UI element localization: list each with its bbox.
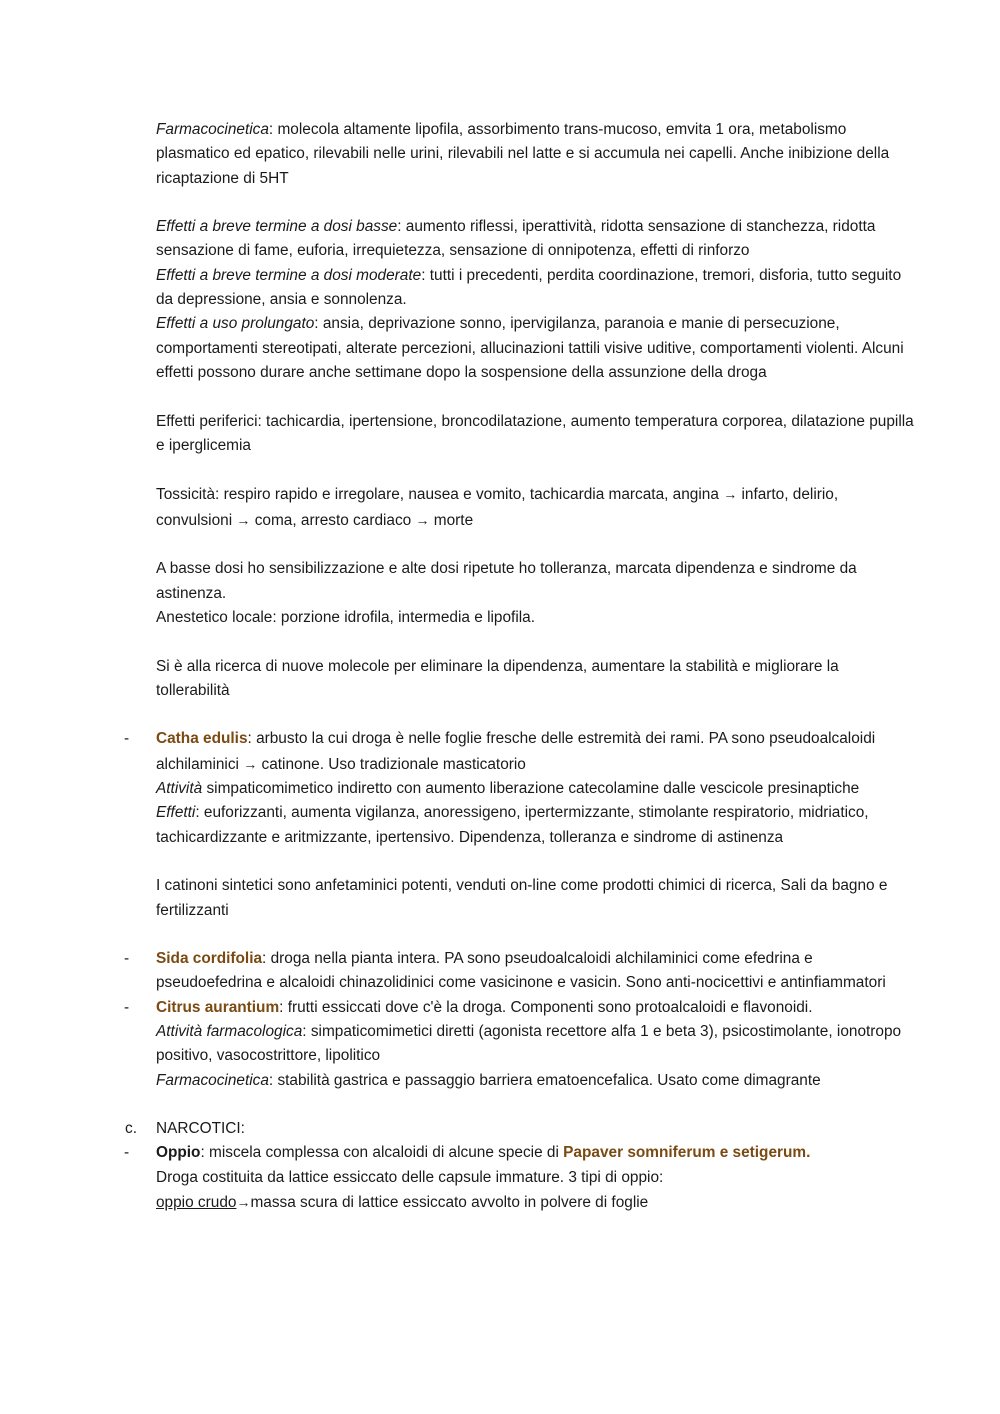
spacer bbox=[156, 703, 916, 727]
spacer bbox=[156, 923, 916, 947]
term-label: Attività bbox=[156, 780, 203, 798]
paragraph-catha-attivita bbox=[156, 777, 916, 801]
paragraph-oppio bbox=[156, 1141, 916, 1165]
paragraph-oppio-crudo bbox=[156, 1190, 916, 1215]
paragraph-text: massa scura di lattice essiccato avvolto in polvere di foglie bbox=[250, 1194, 649, 1212]
spacer bbox=[156, 630, 916, 654]
bullet-dash: - bbox=[124, 730, 130, 748]
paragraph-effetti-basse bbox=[156, 215, 916, 264]
paragraph-anestetico: Anestetico locale: porzione idrofila, intermedia e lipofila. bbox=[156, 608, 535, 626]
paragraph-text: : stabilità gastrica e passaggio barriera ematoencefalica. Usato come dimagrante bbox=[268, 1071, 821, 1089]
paragraph-citrus bbox=[156, 996, 916, 1020]
paragraph-text: : molecola altamente lipofila, assorbimento trans-mucoso, emvita 1 ora, metabolismo plasmatico ed epatico, rilevabili nelle urini, rilevabili nel latte e si accumula nei capelli. Anche inibizione della ricaptazione di 5HT bbox=[156, 121, 890, 187]
paragraph-effetti-prolungato bbox=[156, 312, 916, 385]
paragraph-ricerca: Si è alla ricerca di nuove molecole per eliminare la dipendenza, aumentare la stabilità e migliorare la tollerabilità bbox=[156, 657, 839, 699]
paragraph-text: Tossicità: respiro rapido e irregolare, nausea e vomito, tachicardia marcata, angina bbox=[156, 486, 724, 504]
paragraph-text: : droga nella pianta intera. PA sono pseudoalcaloidi alchilaminici come efedrina e pseudoefedrina e alcaloidi chinazolidinici come vasicinone e vasicin. Sono anti-nocicettivi e antinfiammatori bbox=[156, 950, 886, 992]
term-label: Farmacocinetica bbox=[156, 121, 269, 138]
document-body bbox=[124, 118, 916, 1215]
spacer bbox=[156, 1093, 916, 1117]
paragraph-text: : miscela complessa con alcaloidi di alcune specie di bbox=[200, 1144, 564, 1162]
paragraph-catinoni: I catinoni sintetici sono anfetaminici potenti, venduti on-line come prodotti chimici di ricerca, Sali da bagno e fertilizzanti bbox=[156, 877, 888, 919]
paragraph-tossicita bbox=[156, 482, 916, 533]
section-heading-narcotici bbox=[125, 1117, 916, 1141]
spacer bbox=[156, 850, 916, 874]
spacer bbox=[156, 385, 916, 409]
list-item-catha-edulis bbox=[124, 727, 916, 849]
term-label: Attività farmacologica bbox=[156, 1022, 303, 1040]
term-label: Effetti a uso prolungato bbox=[156, 315, 315, 333]
paragraph-text: simpaticomimetico indiretto con aumento liberazione catecolamine dalle vescicole presinaptiche bbox=[202, 780, 860, 798]
paragraph-text: : tutti i precedenti, perdita coordinazione, tremori, disforia, tutto seguito da depressione, ansia e sonnolenza. bbox=[156, 266, 902, 309]
spacer bbox=[156, 458, 916, 482]
section-letter: c. bbox=[125, 1120, 137, 1138]
drug-name: Oppio bbox=[156, 1144, 201, 1162]
paragraph-farmacocinetica bbox=[156, 118, 916, 191]
paragraph-catha bbox=[156, 727, 916, 777]
list-item-oppio bbox=[124, 1141, 916, 1215]
paragraph-dosi: A basse dosi ho sensibilizzazione e alte dosi ripetute ho tolleranza, marcata dipendenza e sindrome da astinenza. bbox=[156, 560, 857, 602]
paragraph-text: : arbusto la cui droga è nelle foglie fresche delle estremità dei rami. PA sono pseudoalcaloidi alchilaminici bbox=[156, 730, 876, 773]
species-name: Papaver somniferum e setigerum. bbox=[563, 1144, 811, 1162]
paragraph-citrus-attivita bbox=[156, 1020, 916, 1069]
bullet-dash: - bbox=[124, 1144, 130, 1162]
term-label: oppio crudo bbox=[156, 1194, 237, 1212]
paragraph-text: : aumento riflessi, iperattività, ridotta sensazione di stanchezza, ridotta sensazione di fame, euforia, irrequietezza, sensazione di onnipotenza, effetti di rinforzo bbox=[156, 218, 876, 260]
arrow-icon: → bbox=[723, 486, 738, 503]
term-label: Farmacocinetica bbox=[156, 1071, 269, 1089]
arrow-icon: → bbox=[415, 511, 430, 528]
paragraph-text: : frutti essiccati dove c'è la droga. Componenti sono protoalcaloidi e flavonoidi. bbox=[279, 998, 813, 1016]
bullet-dash: - bbox=[124, 950, 130, 968]
plant-name: Sida cordifolia bbox=[156, 950, 263, 968]
term-label: Effetti a breve termine a dosi basse bbox=[156, 218, 398, 236]
paragraph-text: : simpaticomimetici diretti (agonista recettore alfa 1 e beta 3), psicostimolante, ionotropo positivo, vasocostrittore, lipolitico bbox=[156, 1022, 902, 1065]
arrow-icon: → bbox=[243, 755, 258, 772]
section-title: NARCOTICI: bbox=[156, 1120, 245, 1138]
paragraph-text: coma, arresto cardiaco bbox=[250, 511, 416, 529]
paragraph-citrus-farmacocinetica bbox=[156, 1069, 916, 1093]
list-item-citrus-aurantium bbox=[124, 996, 916, 1093]
paragraph-sida bbox=[156, 947, 916, 996]
paragraph-effetti-moderate bbox=[156, 264, 916, 313]
paragraph-text: infarto, delirio, convulsioni bbox=[156, 486, 839, 529]
paragraph-text: : ansia, deprivazione sonno, ipervigilanza, paranoia e manie di persecuzione, comportamenti stereotipati, alterate percezioni, allucinazioni tattili visive uditive, comportamenti violenti. Alcuni effetti possono durare anche settimane dopo la sospensione della assunzione della droga bbox=[156, 315, 904, 381]
spacer bbox=[156, 533, 916, 557]
plant-name: Citrus aurantium bbox=[156, 998, 280, 1016]
plant-name: Catha edulis bbox=[156, 730, 248, 748]
paragraph-catha-effetti bbox=[156, 801, 916, 850]
arrow-icon: → bbox=[236, 511, 251, 528]
term-label: Effetti a breve termine a dosi moderate bbox=[156, 266, 422, 284]
bullet-dash: - bbox=[124, 998, 130, 1016]
term-label: Effetti bbox=[156, 804, 196, 822]
paragraph-text: morte bbox=[429, 511, 474, 529]
paragraph-oppio-droga: Droga costituita da lattice essiccato delle capsule immature. 3 tipi di oppio: bbox=[156, 1168, 664, 1186]
spacer bbox=[156, 191, 916, 215]
paragraph-text: : euforizzanti, aumenta vigilanza, anoressigeno, ipertermizzante, stimolante respiratorio, midriatico, tachicardizzante e aritmizzante, ipertensivo. Dipendenza, tolleranza e sindrome di astinenza bbox=[156, 804, 869, 846]
list-item-sida-cordifolia bbox=[124, 947, 916, 996]
paragraph-text: catinone. Uso tradizionale masticatorio bbox=[257, 755, 526, 773]
paragraph-effetti-periferici: Effetti periferici: tachicardia, ipertensione, broncodilatazione, aumento temperatura corporea, dilatazione pupilla e iperglicemia bbox=[156, 412, 914, 454]
arrow-icon: → bbox=[236, 1194, 251, 1211]
